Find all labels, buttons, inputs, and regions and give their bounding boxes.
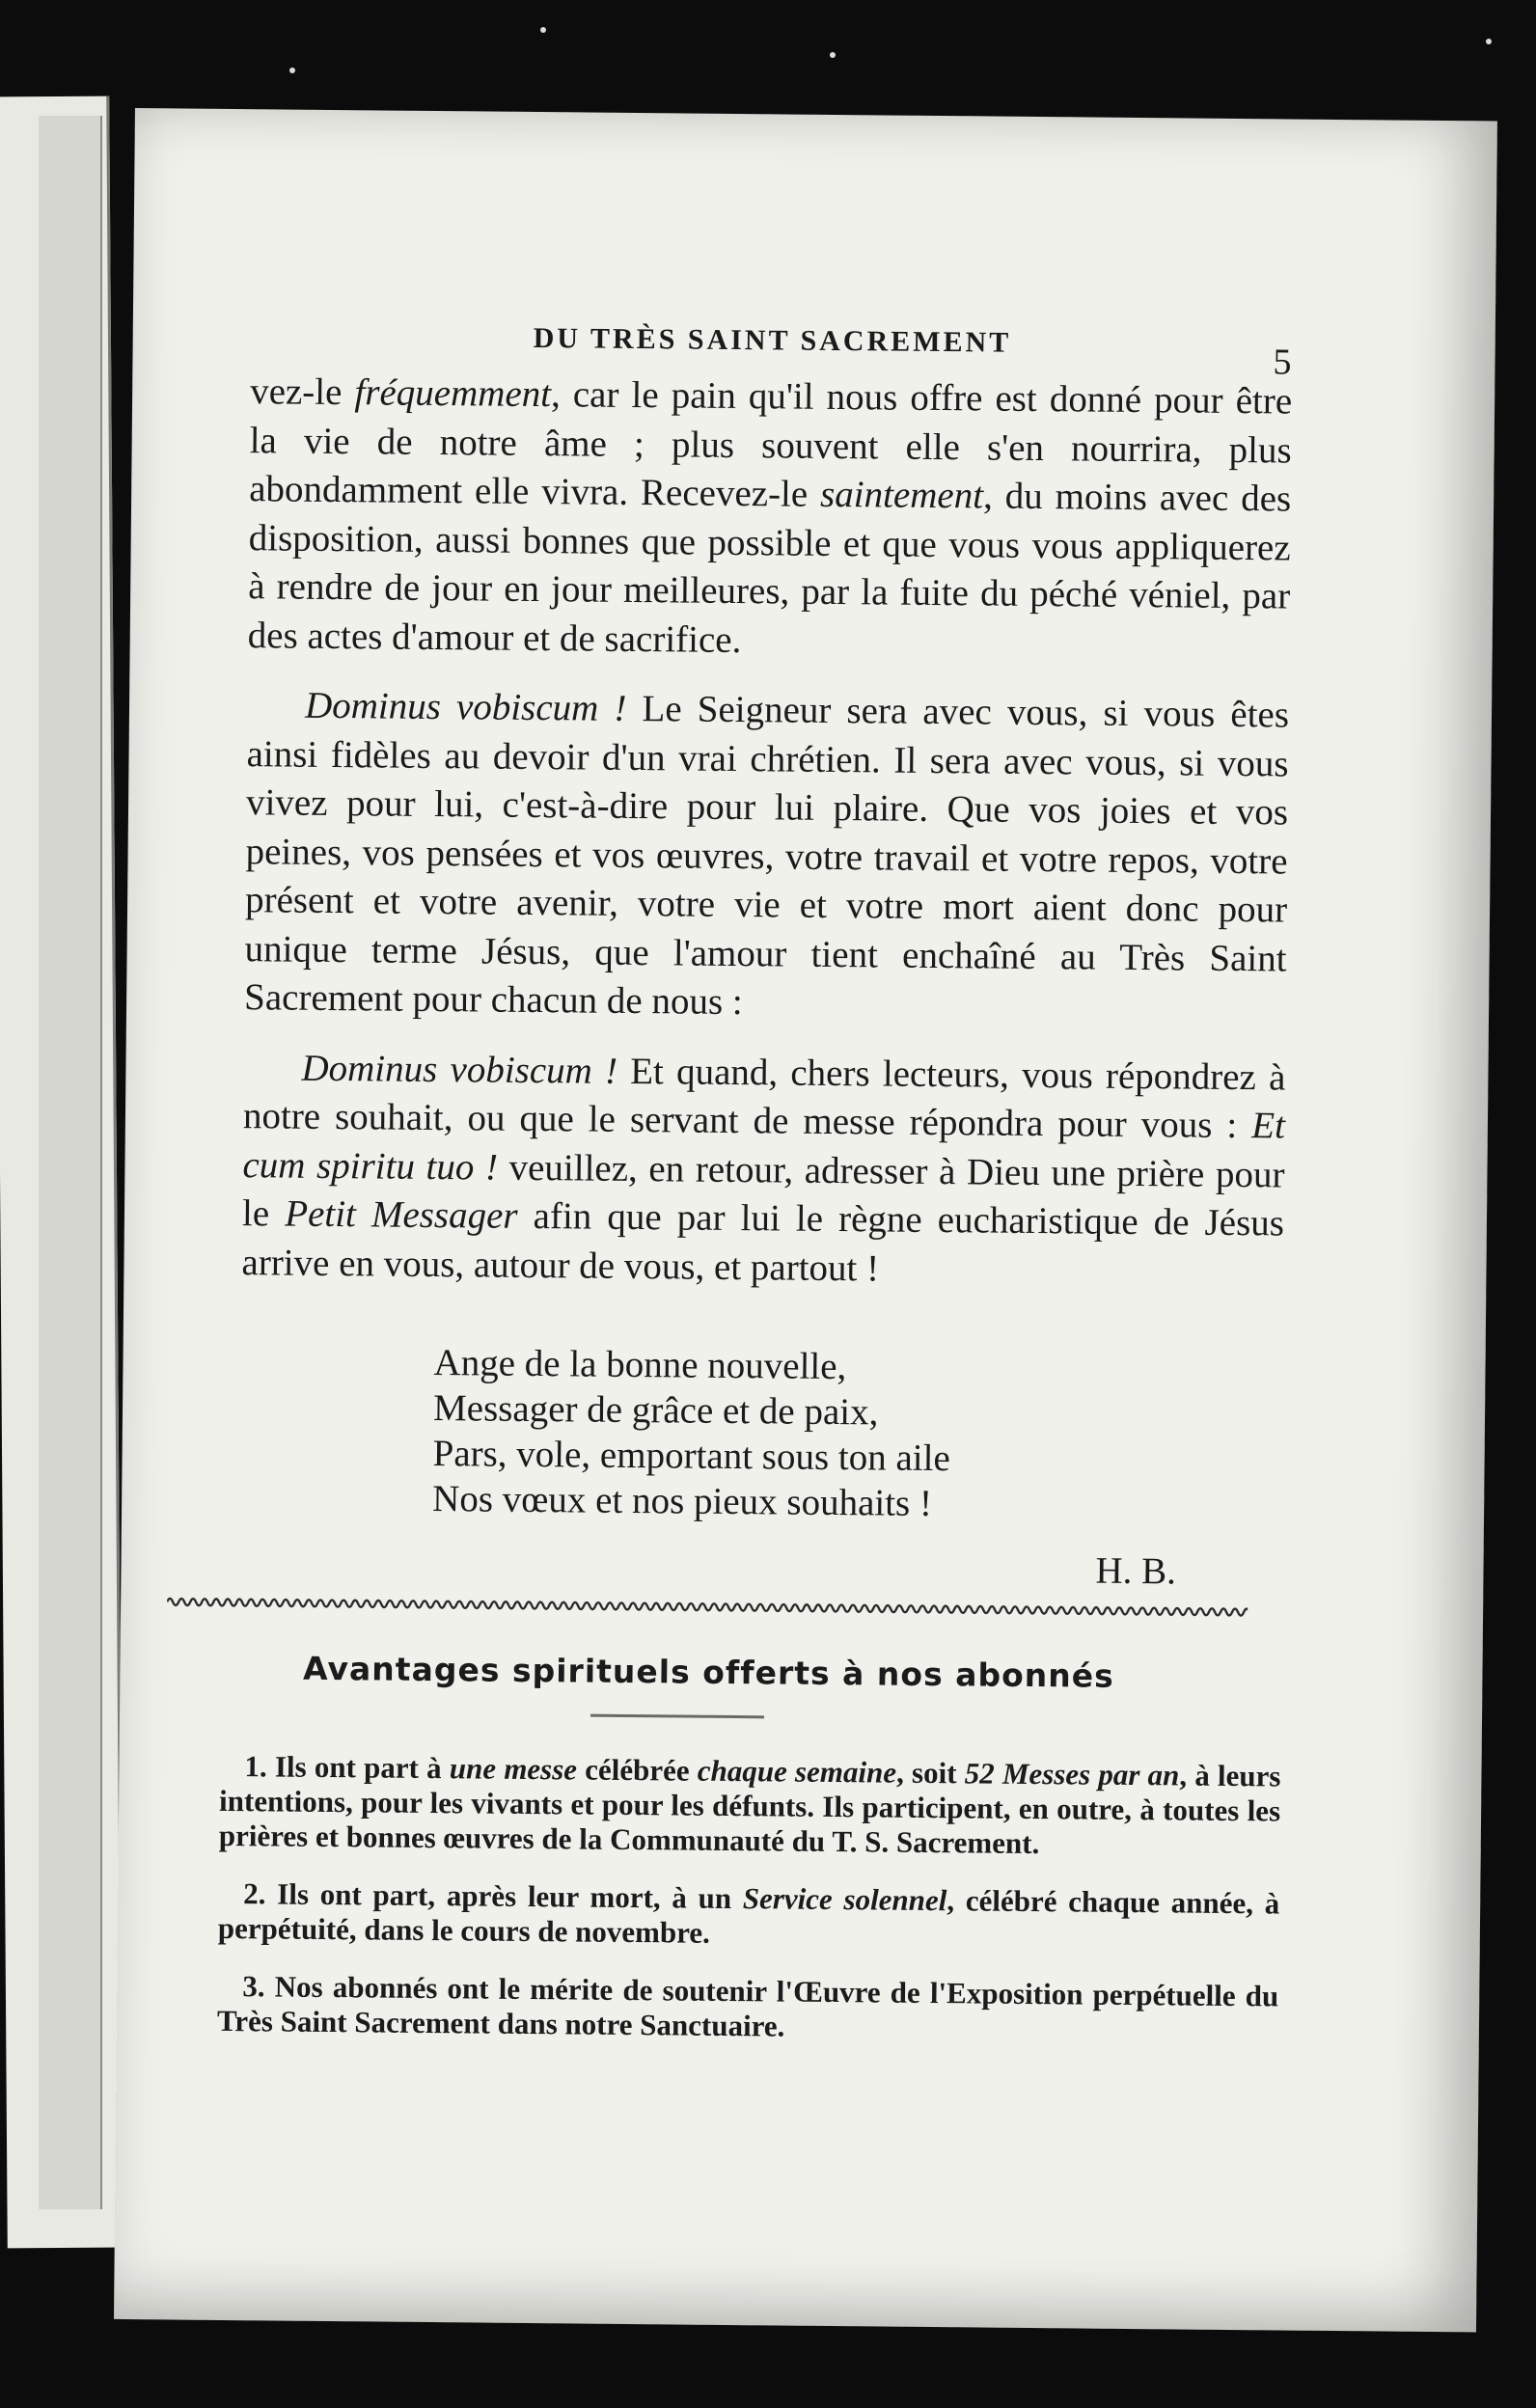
benefit-text (219, 1749, 1281, 1860)
poem-line: Ange de la bonne nouvelle, (433, 1342, 847, 1388)
title-underline (590, 1714, 764, 1719)
text-run: , du moins avec des disposition, aussi bonnes que possible et que vous vous appliquerez à rendre de jour en jour meilleures, par la fuite du péché véniel, par des actes d'amour et de sacrifice. (247, 475, 1292, 661)
poem-line: Messager de grâce et de paix, (432, 1387, 879, 1434)
wavy-divider (167, 1590, 1248, 1624)
italic-run: fréquemment (354, 371, 552, 416)
italic-run: Service solennel (742, 1881, 947, 1918)
text-run: , à leurs intentions, pour les vivants et pour les défunts. Ils participent, en outre, à toutes les prières et bonnes œuvres de la Communauté du T. S. Sacrement. (218, 1758, 1281, 1861)
wavy-divider-line (167, 1599, 1248, 1616)
benefit-text (218, 1876, 1280, 1949)
text-run: , soit (895, 1755, 965, 1791)
text-run: veuillez, en retour, adresser à Dieu une prière pour le (241, 1146, 1285, 1235)
text-run: Ils ont part à (274, 1749, 451, 1786)
benefit-item (218, 1876, 1280, 1956)
benefits-list (217, 1749, 1281, 2072)
italic-run: chaque semaine (697, 1753, 897, 1790)
dust-speck (289, 68, 295, 73)
text-run: Nos abonnés ont le mérite de soutenir l'Œuvre de l'Exposition perpétuelle du Très Saint Sacrement dans notre Sanctuaire. (216, 1969, 1279, 2043)
benefit-item (217, 1969, 1279, 2049)
italic-run: Dominus vobiscum ! (304, 684, 627, 729)
book-spine-edge (39, 116, 102, 2209)
text-run: Ils ont part, après leur mort, à un (277, 1876, 744, 1916)
benefit-number: 1. (244, 1749, 267, 1784)
italic-run: saintement (819, 473, 984, 517)
poem (432, 1340, 951, 1526)
poem-line: Pars, vole, emportant sous ton aile (432, 1433, 950, 1480)
dust-speck (1486, 39, 1492, 44)
text-run: Le Seigneur sera avec vous, si vous êtes ainsi fidèles au devoir d'un vrai chrétien. Il sera avec vous, si vous vivez pour lui, c'est-à-dire pour lui plaire. Que vos joies et vos peines, vos pensées et vos œuvres, votre travail et votre repos, votre présent et votre avenir, votre vie et votre mort aient donc pour unique terme Jésus, que l'amour tient enchaîné au Très Saint Sacrement pour chacun de nous : (243, 687, 1290, 1024)
italic-run: 52 Messes par an (964, 1756, 1180, 1792)
italic-run: Petit Messager (285, 1192, 518, 1237)
page-number: 5 (1273, 342, 1292, 383)
benefit-number: 2. (243, 1876, 266, 1911)
text-run: , car le pain qu'il nous offre est donné pour être la vie de notre âme ; plus souvent elle s'en nourrira, plus abondamment elle vivra. Recevez-le (249, 373, 1293, 515)
signature-initials: H. B. (1095, 1549, 1177, 1593)
paragraph-1 (248, 368, 1293, 670)
benefit-item (219, 1749, 1281, 1864)
paragraph-3 (241, 1044, 1285, 1298)
dust-speck (830, 52, 836, 58)
text-run: afin que par lui le règne eucharistique de Jésus arrive en vous, autour de vous, et partout ! (241, 1194, 1285, 1289)
text-run: Et quand, chers lecteurs, vous répondrez à notre souhait, ou que le servant de messe répondra pour vous : (242, 1050, 1286, 1147)
paragraph-2 (244, 681, 1289, 1032)
text-run: célébrée (576, 1752, 699, 1788)
dust-speck (540, 27, 546, 33)
text-run: vez-le (249, 370, 355, 414)
benefit-number: 3. (242, 1969, 265, 2004)
body-text (241, 368, 1292, 1297)
section-title: Avantages spirituels offerts à nos abonnés (302, 1649, 1114, 1695)
poem-line: Nos vœux et nos pieux souhaits ! (431, 1478, 933, 1524)
book-page (114, 108, 1497, 2332)
benefit-text (217, 1969, 1279, 2042)
text-run: , célébré chaque année, à perpétuité, dans le cours de novembre. (217, 1883, 1280, 1950)
italic-run: Et cum spiritu tuo ! (242, 1105, 1286, 1189)
running-header: DU TRÈS SAINT SACREMENT (533, 321, 1012, 359)
italic-run: Dominus vobiscum ! (301, 1047, 618, 1092)
italic-run: une messe (449, 1751, 578, 1787)
